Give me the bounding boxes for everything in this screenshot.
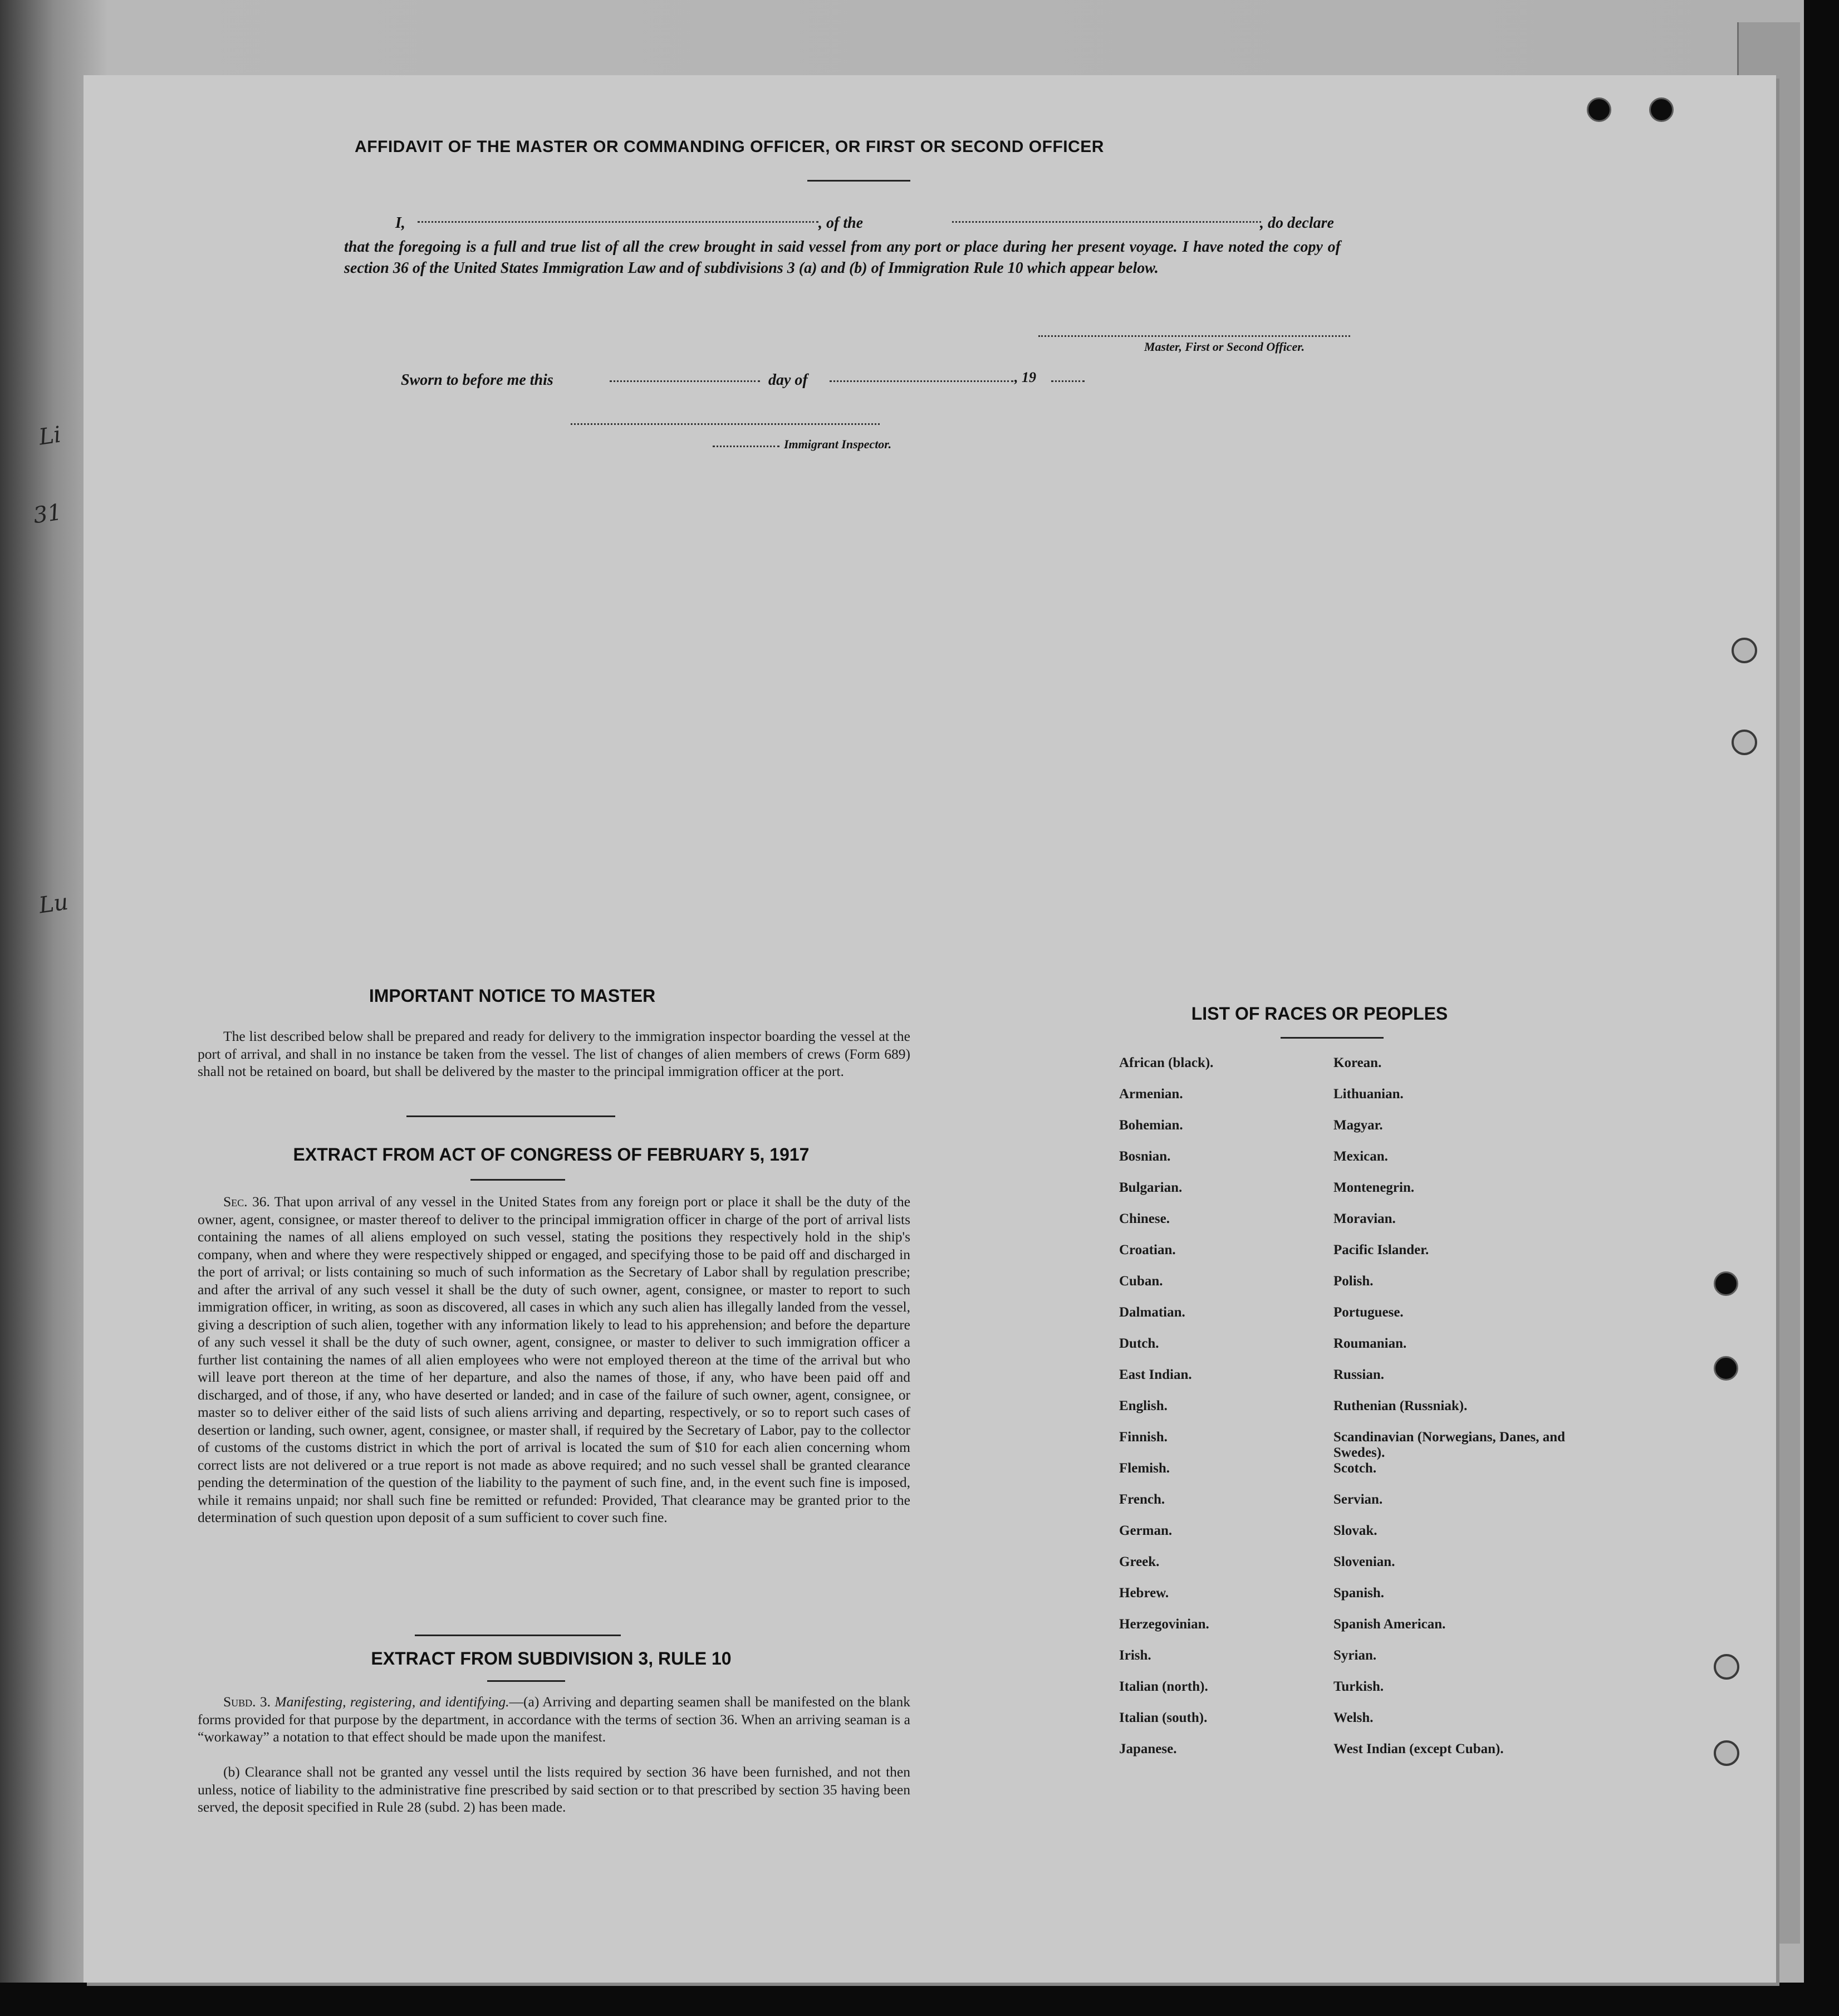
race-item: Croatian. <box>1119 1242 1176 1257</box>
race-item: Spanish American. <box>1333 1617 1446 1632</box>
act-section-text: That upon arrival of any vessel in the United States from any foreign port or place it shall be the duty of the owner, agent, consignee, or master thereof to deliver to the principal immigration officer in charge of the port of arrival lists containing the names of all aliens employed on such vessel, stating the positions they respectively hold in the ship's company, when and where they were respectively shipped or engaged, and specifying those to be paid off and discharged in the port of arrival; or lists containing so much of such information as the Secretary of Labor shall by regulation prescribe; and after the arrival of any such vessel it shall be the duty of such owner, agent, consignee, or master to report to such immigration officer, in writing, as soon as discovered, all cases in which any such alien has illegally landed from the vessel, giving a description of such alien, together with any information likely to lead to his apprehension; and before the departure of any such vessel it shall be the duty of such owner, agent, consignee, or master to deliver to such immigration officer a further list containing the names of all alien employees who were not employed thereon at the time of the arrival but who will leave port thereon at the time of her departure, and also the names of those, if any, who have been paid off and discharged, and of those, if any, who have deserted or landed; and in case of the failure of such owner, agent, consignee, or master so to deliver either of the said lists of such aliens arriving and departing, respectively, or so to report such cases of desertion or landing, such owner, agent, consignee, or master shall, if required by the Secretary of Labor, pay to the collector of customs of the customs district in which the port of arrival is located the sum of $10 for each alien concerning whom correct lists are not delivered or a true report is not made as above required; and no such vessel shall be granted clearance pending the determination of the question of the liability to the payment of such fine, and, in the event such fine is imposed, while it remains unpaid; nor shall such fine be remitted or refunded: Provided, That clearance may be granted prior to the determination of such question upon deposit of a sum sufficient to cover such fine. <box>198 1193 911 1525</box>
race-item: Korean. <box>1333 1055 1382 1070</box>
race-item: English. <box>1119 1398 1168 1413</box>
race-item: Moravian. <box>1333 1211 1396 1226</box>
race-item: Lithuanian. <box>1333 1087 1404 1102</box>
notice-title: IMPORTANT NOTICE TO MASTER <box>369 986 656 1006</box>
rule-para-b: (b) Clearance shall not be granted any vessel until the lists required by section 36 have been furnished, and not then unless, notice of liability to the administrative fine prescribed by said section or to that prescribed by section 35 having been served, the deposit specified in Rule 28 (subd. 2) has been made. <box>198 1764 910 1815</box>
divider <box>1281 1037 1384 1039</box>
race-item: Slovak. <box>1333 1523 1377 1538</box>
race-item: Dalmatian. <box>1119 1305 1185 1320</box>
divider <box>415 1635 621 1636</box>
sworn-year-blank[interactable] <box>1051 380 1085 382</box>
race-item: Spanish. <box>1333 1586 1385 1601</box>
rule-subd-heading: Manifesting, registering, and identifying. <box>274 1694 509 1710</box>
affidavit-i: I, <box>395 214 405 232</box>
race-item: Bohemian. <box>1119 1118 1183 1133</box>
race-item: Mexican. <box>1333 1149 1388 1164</box>
divider <box>406 1115 615 1117</box>
act-title: EXTRACT FROM ACT OF CONGRESS OF FEBRUARY 5, 1917 <box>293 1144 810 1164</box>
race-item: Italian (south). <box>1119 1710 1208 1725</box>
race-item: Syrian. <box>1333 1648 1377 1663</box>
affidavit-of-the: , of the <box>818 214 864 232</box>
sworn-day-of: day of <box>768 371 808 389</box>
punch-hole <box>1649 97 1674 122</box>
race-item: Servian. <box>1333 1492 1383 1507</box>
notice-text: The list described below shall be prepared and ready for delivery to the immigration inspector boarding the vessel at the port of arrival, and shall in no instance be taken from the vessel. The list of changes of alien members of crews (Form 689) shall not be retained on board, but shall be delivered by the master to the principal immigration officer at the port. <box>198 1028 910 1079</box>
punch-hole <box>1714 1356 1738 1381</box>
race-item: Montenegrin. <box>1333 1180 1415 1195</box>
race-item: West Indian (except Cuban). <box>1333 1741 1504 1756</box>
race-item: Pacific Islander. <box>1333 1242 1429 1257</box>
race-item: Ruthenian (Russniak). <box>1333 1398 1468 1413</box>
punch-hole <box>1714 1740 1739 1766</box>
race-item: Scandinavian (Norwegians, Danes, and Swedes). <box>1333 1430 1566 1460</box>
race-item: Roumanian. <box>1333 1336 1407 1351</box>
race-item: Bosnian. <box>1119 1149 1171 1164</box>
sworn-year: , 19 <box>1014 369 1036 385</box>
race-item: East Indian. <box>1119 1367 1192 1382</box>
race-item: Japanese. <box>1119 1741 1177 1756</box>
races-column-1 <box>1119 1055 1320 1773</box>
races-title: LIST OF RACES OR PEOPLES <box>1191 1004 1448 1024</box>
race-item: Slovenian. <box>1333 1554 1395 1569</box>
race-item: Italian (north). <box>1119 1679 1208 1694</box>
punch-hole <box>1732 638 1757 663</box>
affidavit-text: that the foregoing is a full and true list of all the crew brought in said vessel from any port or place during her present voyage. I have noted the copy of section 36 of the United States Immigration Law and of subdivisions 3 (a) and (b) of Immigration Rule 10 which appear below. <box>344 238 1341 277</box>
race-item: African (black). <box>1119 1055 1214 1070</box>
race-item: Cuban. <box>1119 1274 1163 1289</box>
race-item: Herzegovinian. <box>1119 1617 1209 1632</box>
affidavit-declare: , do declare <box>1260 214 1334 232</box>
race-item: Russian. <box>1333 1367 1385 1382</box>
race-item: Chinese. <box>1119 1211 1170 1226</box>
race-item: Scotch. <box>1333 1461 1377 1476</box>
race-item: Finnish. <box>1119 1430 1168 1445</box>
punch-hole <box>1587 97 1611 122</box>
race-item: Dutch. <box>1119 1336 1159 1351</box>
race-item: Magyar. <box>1333 1118 1383 1133</box>
race-item: Portuguese. <box>1333 1305 1404 1320</box>
inspector-caption-dots <box>713 446 779 447</box>
races-column-2 <box>1333 1055 1567 1773</box>
rule-title: EXTRACT FROM SUBDIVISION 3, RULE 10 <box>371 1648 732 1668</box>
race-item: Armenian. <box>1119 1087 1183 1102</box>
race-item: Hebrew. <box>1119 1586 1169 1601</box>
act-section-label: Sec. 36. <box>223 1193 270 1210</box>
margin-handwriting: 31 <box>32 499 63 529</box>
affidavit-title: AFFIDAVIT OF THE MASTER OR COMMANDING OFFICER, OR FIRST OR SECOND OFFICER <box>355 138 1104 156</box>
rule-para-a-text: —(a) Arriving and departing seamen shall be manifested on the blank forms provided for that purpose by the department, in accordance with the terms of section 36. When an arriving seaman is a “workaway” a notation to that effect should be made upon the manifest. <box>198 1694 910 1745</box>
punch-hole <box>1714 1271 1738 1296</box>
margin-handwriting: Li <box>37 422 63 451</box>
race-item: Greek. <box>1119 1554 1160 1569</box>
race-item: Polish. <box>1333 1274 1374 1289</box>
sworn-day-blank[interactable] <box>610 380 760 382</box>
divider <box>487 1680 565 1682</box>
rule-para-a <box>198 1693 910 1746</box>
margin-handwriting: Lu <box>37 889 70 919</box>
race-item: Turkish. <box>1333 1679 1384 1694</box>
inspector-signature-line[interactable] <box>571 423 880 425</box>
race-item: French. <box>1119 1492 1165 1507</box>
race-item: Flemish. <box>1119 1461 1170 1476</box>
divider <box>807 180 910 182</box>
vessel-blank[interactable] <box>952 221 1261 223</box>
sworn-prefix: Sworn to before me this <box>401 371 553 389</box>
race-item: Welsh. <box>1333 1710 1374 1725</box>
inspector-caption: Immigrant Inspector. <box>784 437 892 451</box>
race-item: Bulgarian. <box>1119 1180 1183 1195</box>
signature-line[interactable] <box>1038 335 1350 337</box>
punch-hole <box>1714 1654 1739 1680</box>
sworn-month-blank[interactable] <box>830 380 1013 382</box>
rule-subd-label: Subd. 3. <box>223 1694 271 1710</box>
race-item: Irish. <box>1119 1648 1151 1663</box>
race-item: German. <box>1119 1523 1173 1538</box>
manifest-back-page <box>84 75 1776 1983</box>
divider <box>470 1179 565 1181</box>
name-blank[interactable] <box>418 221 818 223</box>
act-section-36 <box>198 1193 910 1526</box>
punch-hole <box>1732 730 1757 755</box>
signature-caption: Master, First or Second Officer. <box>1144 340 1305 354</box>
